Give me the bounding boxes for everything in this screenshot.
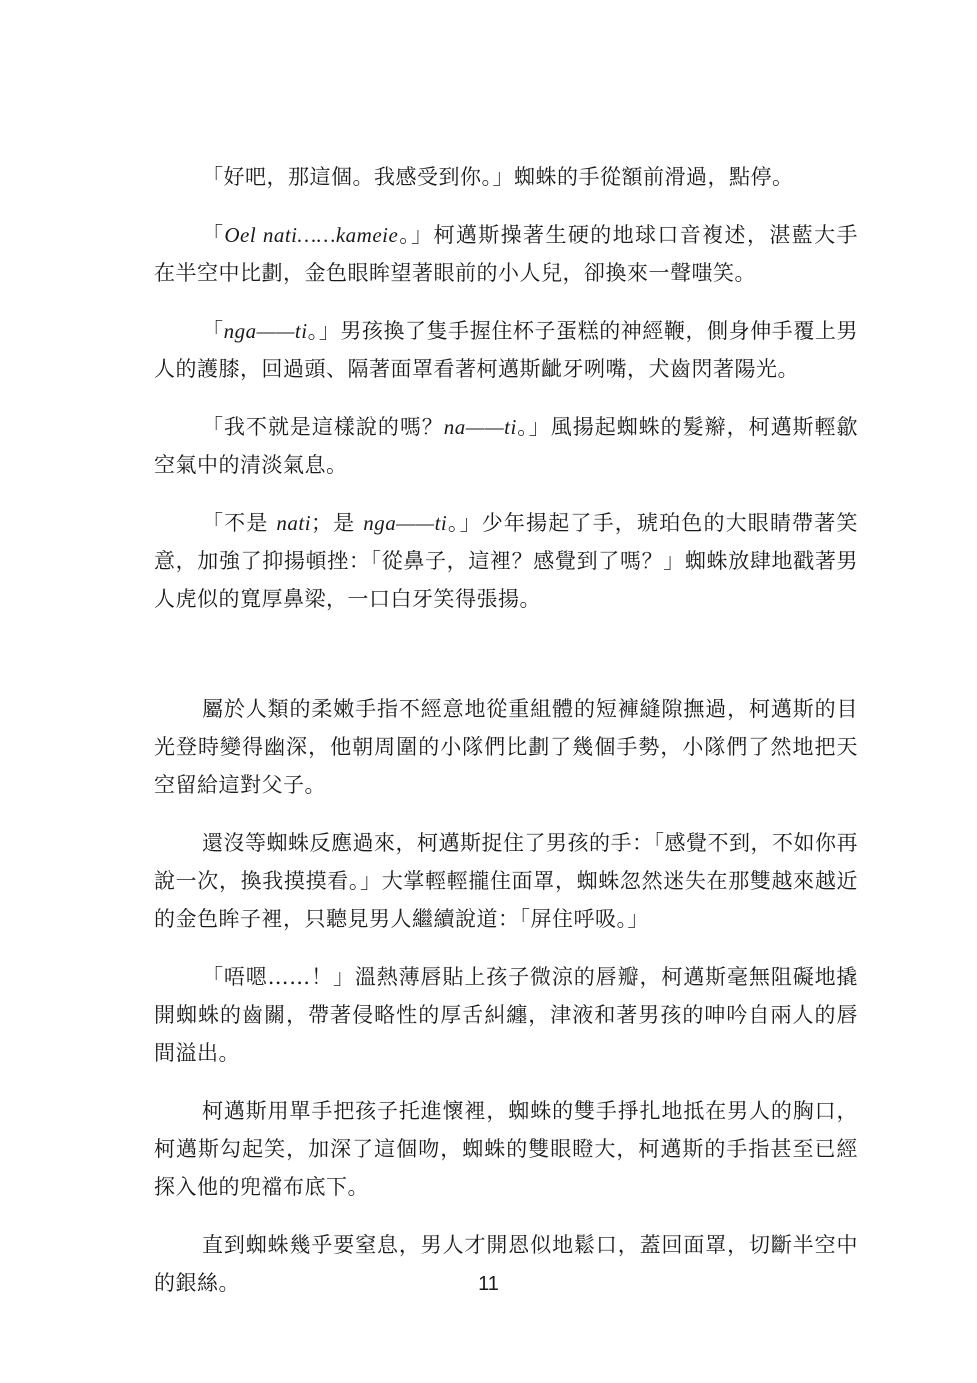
paragraph (154, 216, 858, 292)
text-run: 直到蜘蛛幾乎要窒息，男人才開恩似地鬆口，蓋回面罩，切斷半空中的銀絲。 (154, 1233, 858, 1295)
italic-phrase: nga——ti (363, 511, 448, 535)
paragraph (154, 958, 858, 1072)
paragraph (154, 158, 858, 196)
section-break (154, 638, 858, 690)
paragraph (154, 1092, 858, 1206)
section-1 (154, 158, 858, 618)
text-run: 還沒等蜘蛛反應過來，柯邁斯捉住了男孩的手：「感覺不到，不如你再說一次，換我摸摸看。」大掌輕輕攏住面罩，蜘蛛忽然迷失在那雙越來越近的金色眸子裡，只聽見男人繼續說道：「屏住呼吸。」 (154, 831, 858, 931)
paragraph (154, 312, 858, 388)
text-run: 「我不就是這樣說的嗎？ (202, 415, 444, 439)
paragraph (154, 690, 858, 804)
italic-phrase: Oel nati……kameie (224, 223, 399, 247)
italic-phrase: na——ti (443, 415, 517, 439)
text-run: 。」少年揚起了手，琥珀色的大眼睛帶著笑意，加強了抑揚頓挫：「從鼻子，這裡？感覺到了嗎？」蜘蛛放肆地戳著男人虎似的寬厚鼻梁，一口白牙笑得張揚。 (154, 511, 858, 611)
text-run: 「不是 (202, 511, 277, 535)
paragraph (154, 504, 858, 618)
text-run: 「好吧，那這個。我感受到你。」蜘蛛的手從額前滑過，點停。 (202, 165, 794, 189)
page-number: 11 (478, 1273, 499, 1295)
text-run: 「唔嗯……！」溫熱薄唇貼上孩子微涼的唇瓣，柯邁斯毫無阻礙地撬開蜘蛛的齒關，帶著侵略性的厚舌糾纏，津液和著男孩的呻吟自兩人的唇間溢出。 (154, 965, 858, 1065)
text-run: 。」柯邁斯操著生硬的地球口音複述，湛藍大手在半空中比劃，金色眼眸望著眼前的小人兒，卻換來一聲嗤笑。 (154, 223, 859, 285)
text-run: 柯邁斯用單手把孩子托進懷裡，蜘蛛的雙手掙扎地抵在男人的胸口，柯邁斯勾起笑，加深了這個吻，蜘蛛的雙眼瞪大，柯邁斯的手指甚至已經探入他的兜襠布底下。 (154, 1099, 858, 1199)
italic-phrase: nga——ti (223, 319, 308, 343)
paragraph (154, 408, 858, 484)
body-text (154, 158, 858, 1322)
text-run: 「 (202, 319, 224, 343)
text-run: 屬於人類的柔嫩手指不經意地從重組體的短褲縫隙撫過，柯邁斯的目光登時變得幽深，他朝周圍的小隊們比劃了幾個手勢，小隊們了然地把天空留給這對父子。 (154, 697, 858, 797)
text-run: 。」男孩換了隻手握住杯子蛋糕的神經鞭，側身伸手覆上男人的護膝，回過頭、隔著面罩看著柯邁斯齜牙咧嘴，犬齒閃著陽光。 (154, 319, 859, 381)
section-2 (154, 690, 858, 1302)
paragraph (154, 824, 858, 938)
text-run: 。」風揚起蜘蛛的髮辮，柯邁斯輕歙空氣中的清淡氣息。 (154, 415, 859, 477)
italic-phrase: nati (276, 511, 312, 535)
text-run: 「 (202, 223, 225, 247)
text-run: ；是 (311, 511, 364, 535)
